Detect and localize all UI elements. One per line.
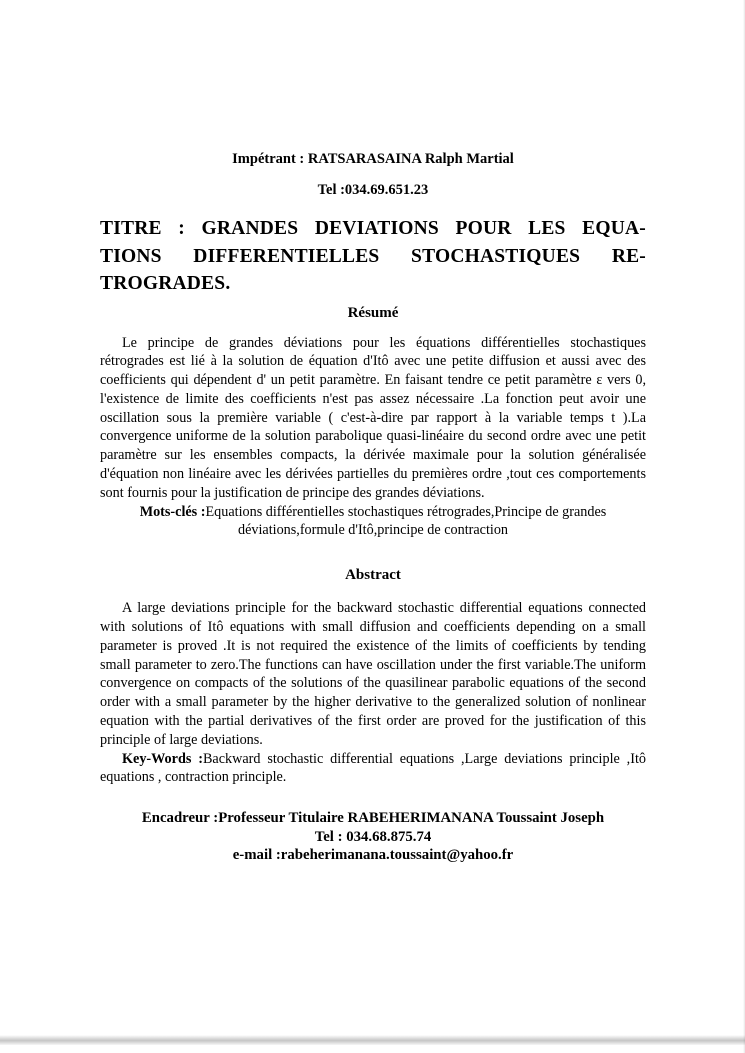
resume-heading: Résumé xyxy=(347,304,399,321)
title-line-2: TIONS DIFFERENTIELLES STOCHASTIQUES RE- xyxy=(100,245,646,267)
abstract-paragraph: A large deviations principle for the backward stochastic differential equations connected with solutions of Itô equations with small diffusion and coefficients depending on a small parameter is proved .It is not required the existence of the limits of coefficients by tending small parameter to zero.The functions can have oscillation under the first variable.The uniform convergence on compacts of the solutions of the quasilinear parabolic equations of the second order with a small parameter by the higher derivative to the generalized solution of nonlinear equation with the partial derivatives of the first order are proved for the justification of this principle of large deviations. xyxy=(100,600,646,748)
key-words-text: Backward stochastic differential equations ,Large deviations principle ,Itô equations , contraction principle. xyxy=(100,750,646,786)
title-line-1: TITRE : GRANDES DEVIATIONS POUR LES EQUA- xyxy=(100,218,646,239)
abstract-heading: Abstract xyxy=(345,567,401,584)
tel-top-line: Tel :034.69.651.23 xyxy=(317,182,429,198)
document-title xyxy=(100,215,646,298)
mots-cles-label: Mots-clés : xyxy=(139,503,206,520)
page-edge-shadow-bottom xyxy=(0,1035,745,1045)
resume-paragraph: Le principe de grandes déviations pour les équations différentielles stochastiques rétrogrades est lié à la solution de équation d'Itô avec une petite diffusion et aussi avec des coefficients qui dépendent d' un petit paramètre. En faisant tendre ce petit paramètre ε vers 0, l'existence de limite des coefficients n'est pas assez nécessaire .La fonction peut avoir une oscillation sous la première variable ( c'est-à-dire par rapport à la variable temps t ).La convergence uniforme de la solution parabolique quasi-linéaire du second ordre avec une petit paramètre sur les ensembles compacts, la dérivée maximale pour la solution généralisée d'équation non linéaire avec les dérivées partielles du premières ordre ,tout ces comportements sont fournis pour la justification de principe des grandes déviations. xyxy=(100,334,646,501)
mots-cles-text: Equations différentielles stochastiques rétrogrades,Principe de grandes déviations,formule d'Itô,principe de contraction xyxy=(205,503,607,539)
impetrant-line: Impétrant : RATSARASAINA Ralph Martial xyxy=(232,151,514,167)
page-content xyxy=(100,150,646,865)
tel-bottom-line: Tel : 034.68.875.74 xyxy=(314,828,432,845)
mots-cles-block xyxy=(100,503,646,541)
email-line: e-mail :rabeherimanana.toussaint@yahoo.fr xyxy=(232,847,514,864)
abstract-keywords xyxy=(100,750,646,788)
key-words-label: Key-Words : xyxy=(122,750,203,767)
encadreur-block xyxy=(100,809,646,865)
title-line-3: TROGRADES. xyxy=(100,273,231,294)
encadreur-line: Encadreur :Professeur Titulaire RABEHERIMANANA Toussaint Joseph xyxy=(141,810,605,827)
